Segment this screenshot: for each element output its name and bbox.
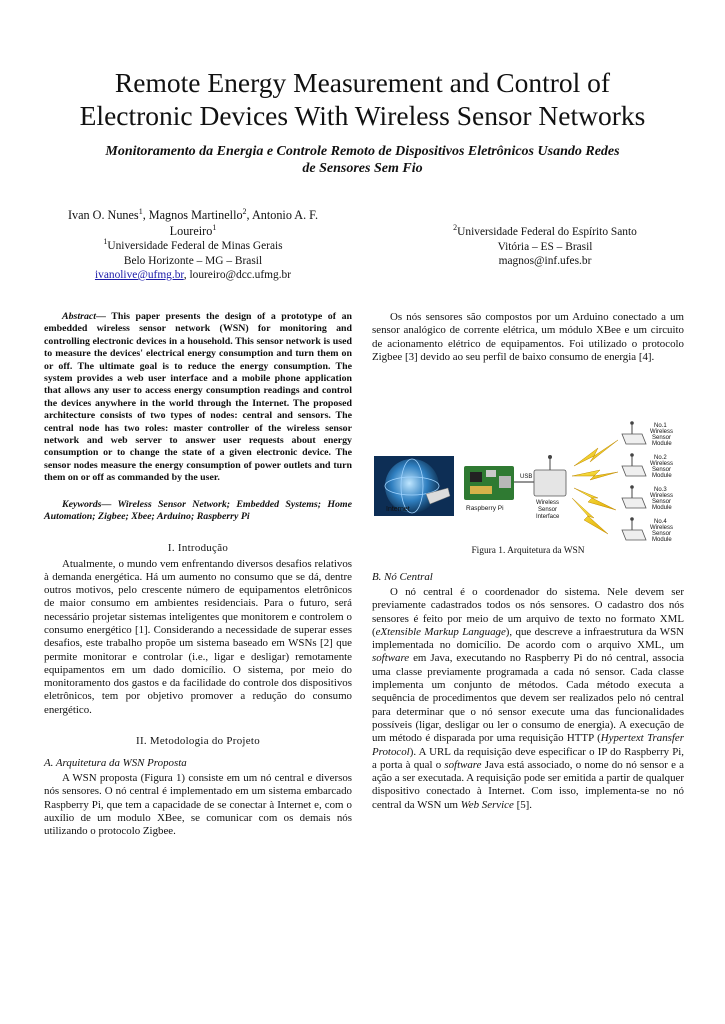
text-run: ). A URL da requisição deve especificar o IP do Raspberry Pi, a porta à qual o bbox=[372, 745, 684, 771]
emails-1 bbox=[38, 268, 348, 283]
module-3-number: No.3 bbox=[654, 487, 667, 493]
title-line-2: Electronic Devices With Wireless Sensor Networks bbox=[79, 100, 646, 131]
subtitle-line-1: Monitoramento da Energia e Controle Remoto de Dispositivos Eletrônicos Usando Redes bbox=[105, 144, 620, 159]
affil-marker: 1 bbox=[103, 237, 108, 247]
text-run: ), que descreve a infraestrutura da WSN implementada no domicílio. De acordo com o arquivo XML, um bbox=[372, 625, 684, 652]
left-column bbox=[44, 311, 352, 839]
sensor-module-2 bbox=[622, 453, 673, 479]
email-2: magnos@inf.ufes.br bbox=[498, 255, 592, 267]
text-run-italic: Hypertext Transfer Protocol bbox=[372, 732, 684, 758]
title-line-1: Remote Energy Measurement and Control of bbox=[114, 67, 611, 98]
paragraph bbox=[372, 586, 684, 812]
affil-marker: 2 bbox=[453, 223, 458, 233]
affiliation-1 bbox=[38, 239, 348, 254]
subtitle-line-2: de Sensores Sem Fio bbox=[302, 161, 423, 176]
keywords-label: Keywords bbox=[62, 498, 102, 510]
interface-label-3: Interface bbox=[536, 514, 560, 520]
module-3-line1: Wireless bbox=[650, 493, 674, 499]
module-1-line2: Sensor bbox=[652, 435, 672, 441]
affiliation-1-name: Universidade Federal de Minas Gerais bbox=[107, 240, 283, 252]
affiliation-2 bbox=[400, 225, 690, 240]
module-2-number: No.2 bbox=[654, 455, 667, 461]
text-run: Java está associado, o nome do nó sensor e a ação a ser executada. A requisição pode ser emitida a partir de qualquer dispositivo conectado à Internet. Com isso, implementa-se no nó central da WSN um bbox=[372, 758, 684, 811]
text-run-italic: software bbox=[372, 652, 410, 665]
email-link-ivanolive[interactable]: ivanolive@ufmg.br bbox=[94, 269, 184, 281]
paragraph: Os nós sensores são compostos por um Arduino conectado a um sensor analógico de corrente elétrica, um módulo XBee e um circuito de acionamento elétrico de equipamentos. Foi utilizado o protocolo Zigbee [3] devido ao seu perfil de baixo consumo de energia [4]. bbox=[372, 311, 684, 363]
author-names-line2 bbox=[38, 223, 348, 239]
text-run-italic: eXtensible Markup Language bbox=[375, 625, 506, 638]
internet-label: Internet bbox=[386, 506, 410, 513]
globe-icon bbox=[385, 459, 439, 513]
paragraph: A WSN proposta (Figura 1) consiste em um nó central e diversos nós sensores. O nó central é implementado em um sistema embarcado Raspberry Pi, que tem a capacidade de se conectar à Internet e, com o auxílio de um modulo XBee, se comunicar com os demais nós utilizando o protocolo Zigbee. bbox=[44, 772, 352, 838]
module-1-number: No.1 bbox=[654, 423, 667, 429]
abstract bbox=[44, 311, 352, 485]
author-loureiro-a: , Antonio A. F. bbox=[246, 208, 319, 222]
abstract-text: — This paper presents the design of a prototype of an embedded wireless sensor network (WSN) for monitoring and controlling electronic devices in a household. This sensor network is used to measure the devices' electrical energy consumption and turn them on or off. The ultimate goal is to reduce the energy consumption. The system provides a web user interface and a mobile phone application that allows any user to access energy consumption readings and control the devices anywhere in the world through the Internet. The proposed architecture consists of two types of nodes: central and sensors. The central node has two roles: master controller of the wireless sensor network and web server to answer user requests about energy consumption or to change the state of a given electronic device. The sensor nodes measure the energy consumption of power outlets and turn them on or off as commanded by the user. bbox=[44, 311, 352, 484]
location-2: Vitória – ES – Brasil bbox=[497, 240, 593, 253]
author-martinello: , Magnos Martinello bbox=[142, 208, 243, 222]
section-heading-introducao: I. Introdução bbox=[167, 541, 229, 554]
author-loureiro-b: Loureiro bbox=[169, 224, 213, 238]
affil-marker: 2 bbox=[242, 206, 247, 216]
text-run-italic: Web Service bbox=[460, 798, 514, 811]
authors-left-block bbox=[38, 207, 348, 283]
email-loureiro: , loureiro@dcc.ufmg.br bbox=[183, 269, 292, 281]
affil-marker: 1 bbox=[138, 206, 143, 216]
module-1-line1: Wireless bbox=[650, 429, 674, 435]
module-4-number: No.4 bbox=[654, 519, 667, 525]
wireless-signal-icon bbox=[574, 440, 618, 466]
text-run: O nó central é o coordenador do sistema. Nele devem ser previamente cadastrados todos os nós sensores. O cadastro dos nós sensores é feito por meio de um arquivo de texto no formato XML ( bbox=[372, 586, 684, 638]
sensor-module-4 bbox=[622, 517, 673, 543]
module-1-line3: Module bbox=[652, 441, 672, 447]
text-run-italic: software bbox=[444, 758, 482, 771]
abstract-label: Abstract bbox=[62, 311, 97, 322]
affil-marker: 1 bbox=[212, 222, 217, 232]
module-4-line3: Module bbox=[652, 537, 672, 543]
subsection-heading-arquitetura: A. Arquitetura da WSN Proposta bbox=[44, 757, 187, 770]
module-2-line3: Module bbox=[652, 473, 672, 479]
architecture-diagram bbox=[372, 418, 684, 548]
sensor-module-3 bbox=[622, 485, 673, 511]
section-introducao-body bbox=[44, 558, 352, 718]
raspberry-pi-label: Raspberry Pi bbox=[466, 505, 504, 512]
paragraph: Atualmente, o mundo vem enfrentando diversos desafios relativos à demanda energética. Há um aumento no consumo que se dá, dentre outros motivos, pelo crescente número de equipamentos eletrônicos de maior consumo em ambientes residenciais. Para o futuro, será necessário projetar sistemas inteligentes que monitorem e controlem o consumo energético [1]. Considerando a necessidade de superar esses desafios, este trabalho propõe um sistema baseado em WSNs [2] que permite monitorar e controlar (i.e., ligar e desligar) remotamente equipamentos em um dado domicílio. O sistema, por meio do monitoramento dos gastos e da facilidade do controle dos dispositivos eletrônicos, tem por objetivo promover a redução do consumo energético. bbox=[44, 557, 352, 716]
usb-label: USB bbox=[520, 474, 533, 480]
paper-subtitle bbox=[40, 143, 685, 177]
sensor-module-1 bbox=[622, 421, 673, 447]
module-3-line3: Module bbox=[652, 505, 672, 511]
authors-right-block bbox=[400, 225, 690, 269]
module-3-line2: Sensor bbox=[652, 499, 672, 505]
paper-title bbox=[30, 66, 695, 132]
figure-wsn-architecture bbox=[372, 418, 684, 548]
keywords-text: — Wireless Sensor Network; Embedded Systems; Home Automation; Zigbee; Xbee; Arduino; Raspberry Pi bbox=[44, 498, 352, 523]
module-4-line2: Sensor bbox=[652, 531, 672, 537]
text-run: em Java, executando no Raspberry Pi do nó central, associa uma classe previamente programada a cada nó sensor. Cada classe implementa um conjunto de métodos. Cada método executa a sequência de procedimentos que devem ser realizados pelo nó central para determinar que o nó sensor execute uma das funcionalidades possíveis (ligar, desligar ou ler o consumo de energia). A execução de um método é disparada por uma requisição HTTP ( bbox=[372, 652, 684, 745]
wireless-signal-icon bbox=[572, 470, 618, 480]
subsection-heading-no-central: B. Nó Central bbox=[372, 571, 433, 583]
section-heading-metodologia: II. Metodologia do Projeto bbox=[136, 735, 260, 748]
module-4-line1: Wireless bbox=[650, 525, 674, 531]
wireless-interface-icon bbox=[534, 470, 566, 496]
interface-label-2: Sensor bbox=[538, 507, 558, 513]
module-2-line1: Wireless bbox=[650, 461, 674, 467]
right-column-intro bbox=[372, 311, 684, 364]
keywords bbox=[44, 499, 352, 524]
location-1: Belo Horizonte – MG – Brasil bbox=[123, 254, 263, 267]
subsection-arquitetura-body bbox=[44, 772, 352, 838]
author-names bbox=[38, 207, 348, 223]
author-nunes: Ivan O. Nunes bbox=[67, 208, 139, 222]
module-2-line2: Sensor bbox=[652, 467, 672, 473]
interface-label-1: Wireless bbox=[536, 500, 560, 506]
text-run: [5]. bbox=[513, 798, 532, 811]
right-column-central bbox=[372, 571, 684, 812]
affiliation-2-name: Universidade Federal do Espírito Santo bbox=[457, 226, 637, 238]
figure-caption: Figura 1. Arquitetura da WSN bbox=[471, 546, 585, 556]
subsection-no-central-body bbox=[372, 586, 684, 812]
